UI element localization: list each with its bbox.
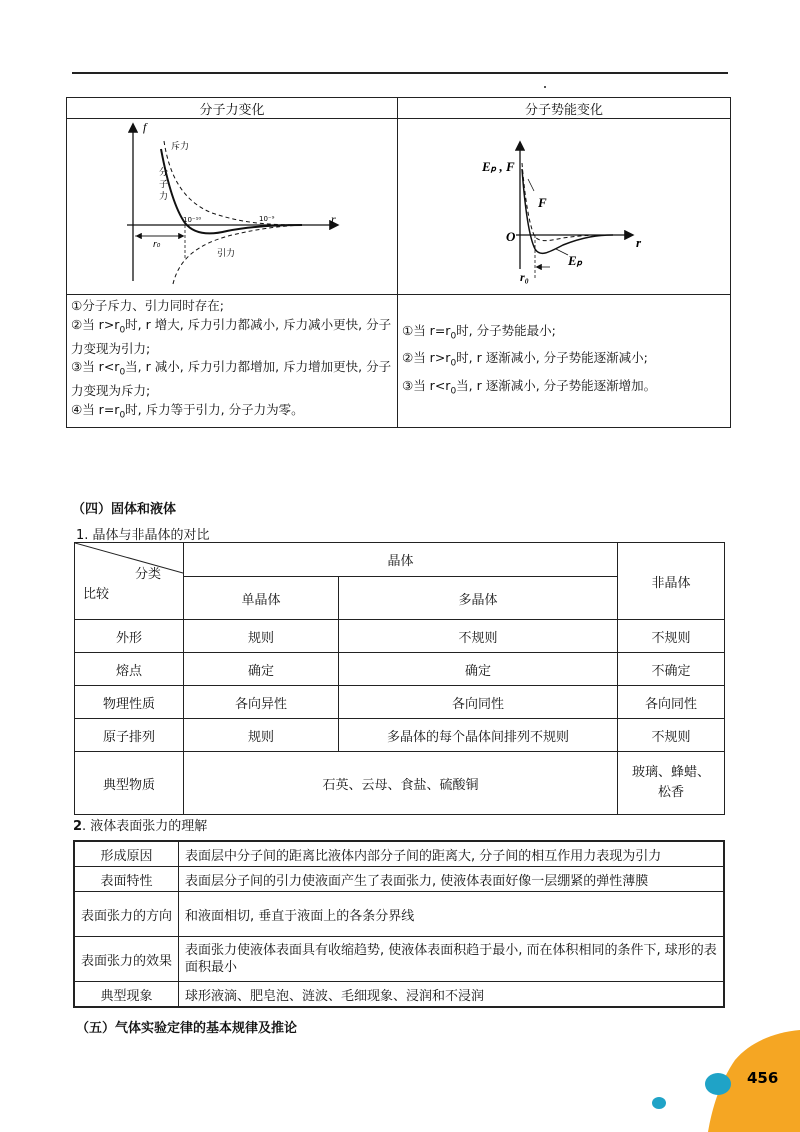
table-row bbox=[74, 937, 724, 982]
force-description bbox=[67, 295, 398, 428]
row-text: 表面层中分子间的距离比液体内部分子间的距离大, 分子间的相互作用力表现为引力 bbox=[179, 841, 725, 867]
table-row bbox=[74, 867, 724, 892]
r0-label-right: r₀ bbox=[520, 270, 529, 284]
cell-non: 各向同性 bbox=[618, 686, 725, 719]
cell-single: 规则 bbox=[184, 719, 339, 752]
force-line-2: ②当 $r>r_0$时, r 增大, 斥力引力都减小, 斥力减小更快, 分子力变现为引力; bbox=[71, 316, 392, 356]
force-graph-cell bbox=[67, 119, 398, 295]
crystal-header: 晶体 bbox=[184, 543, 618, 577]
net-force-label-3: 力 bbox=[159, 192, 169, 202]
noncrystal-header: 非晶体 bbox=[618, 543, 725, 620]
row-label: 典型现象 bbox=[74, 982, 179, 1008]
force-line-3: ③当 $r<r_0$当, r 减小, 斥力引力都增加, 斥力增加更快, 分子力变现为斥力; bbox=[71, 359, 392, 398]
row-label: 典型物质 bbox=[75, 752, 184, 815]
molecular-force-table bbox=[66, 97, 731, 428]
r0-label: r₀ bbox=[153, 240, 161, 250]
table-row bbox=[75, 752, 725, 815]
cell-non: 不确定 bbox=[618, 653, 725, 686]
F-curve bbox=[522, 163, 613, 241]
row-label: 表面特性 bbox=[74, 867, 179, 892]
cell-poly: 不规则 bbox=[339, 620, 618, 653]
Ep-curve bbox=[522, 169, 613, 253]
table-row bbox=[74, 892, 724, 937]
page-corner-decoration bbox=[690, 1030, 800, 1132]
cell-poly: 各向同性 bbox=[339, 686, 618, 719]
corner-compare: 比较 bbox=[83, 587, 110, 602]
small-bubble-dot bbox=[652, 1097, 666, 1109]
header-rule bbox=[72, 72, 728, 74]
attraction-curve bbox=[173, 225, 302, 284]
large-bubble bbox=[705, 1073, 731, 1095]
cell-poly: 确定 bbox=[339, 653, 618, 686]
Ep-label: Eₚ bbox=[568, 253, 583, 268]
f-axis-label: f bbox=[143, 120, 147, 134]
molecular-force-graph bbox=[67, 119, 397, 290]
row-label: 形成原因 bbox=[74, 841, 179, 867]
row-label: 物理性质 bbox=[75, 686, 184, 719]
cell-typical-non bbox=[618, 752, 725, 815]
energy-graph-cell bbox=[398, 119, 731, 295]
crystal-comparison-title: 1. 晶体与非晶体的对比 bbox=[76, 528, 210, 543]
energy-line-2: ②当 $r>r_0$时, r 逐渐减小, 分子势能逐渐减小; bbox=[402, 350, 648, 369]
tick-1e-10: 10⁻¹⁰ bbox=[183, 216, 202, 224]
header-dot bbox=[544, 86, 546, 88]
force-line-1: ①分子斥力、引力同时存在; bbox=[71, 298, 224, 313]
single-crystal-header: 单晶体 bbox=[184, 577, 339, 620]
r-axis-label: r bbox=[331, 212, 336, 226]
surface-tension-title: 2. 液体表面张力的理解 bbox=[73, 819, 208, 834]
net-force-label-1: 分 bbox=[159, 168, 169, 178]
energy-description bbox=[398, 295, 731, 428]
polycrystal-header: 多晶体 bbox=[339, 577, 618, 620]
cell-non: 不规则 bbox=[618, 620, 725, 653]
row-text: 和液面相切, 垂直于液面上的各条分界线 bbox=[179, 892, 725, 937]
attraction-label: 引力 bbox=[217, 249, 236, 259]
cell-non: 不规则 bbox=[618, 719, 725, 752]
potential-energy-graph bbox=[398, 119, 730, 290]
header-molecular-force: 分子力变化 bbox=[67, 98, 398, 119]
table-row bbox=[75, 620, 725, 653]
table-row bbox=[75, 653, 725, 686]
energy-line-1: ①当 $r=r_0$时, 分子势能最小; bbox=[402, 322, 556, 341]
cell-single: 各向异性 bbox=[184, 686, 339, 719]
typical-non-line-1: 玻璃、蜂蜡、 bbox=[631, 765, 710, 780]
row-label: 表面张力的方向 bbox=[74, 892, 179, 937]
force-line-4: ④当 $r=r_0$时, 斥力等于引力, 分子力为零。 bbox=[71, 401, 304, 420]
corner-category: 分类 bbox=[135, 567, 162, 582]
surface-tension-table bbox=[73, 840, 725, 1008]
row-label: 熔点 bbox=[75, 653, 184, 686]
cell-typical-crystal: 石英、云母、食盐、硫酸铜 bbox=[184, 752, 618, 815]
origin-label: O bbox=[506, 229, 516, 244]
F-label: F bbox=[538, 195, 547, 210]
typical-non-line-2: 松香 bbox=[657, 785, 684, 800]
row-label: 原子排列 bbox=[75, 719, 184, 752]
row-text: 球形液滴、肥皂泡、涟波、毛细现象、浸润和不浸润 bbox=[179, 982, 725, 1008]
table-row bbox=[74, 841, 724, 867]
table-row bbox=[75, 719, 725, 752]
cell-single: 确定 bbox=[184, 653, 339, 686]
energy-line-3: ③当 $r<r_0$当, r 逐渐减小, 分子势能逐渐增加。 bbox=[402, 377, 657, 396]
ep-axis-label: Eₚ , F bbox=[482, 159, 515, 174]
row-text: 表面张力使液体表面具有收缩趋势, 使液体表面积趋于最小, 而在体积相同的条件下, 球形的表面积最小 bbox=[179, 937, 725, 982]
page-number: 456 bbox=[747, 1069, 779, 1087]
table-row bbox=[74, 982, 724, 1008]
cell-poly: 多晶体的每个晶体间排列不规则 bbox=[339, 719, 618, 752]
net-force-label-2: 子 bbox=[159, 180, 169, 190]
cell-single: 规则 bbox=[184, 620, 339, 653]
repulsion-curve bbox=[164, 141, 302, 225]
corner-diagonal bbox=[75, 543, 183, 619]
table-row bbox=[75, 686, 725, 719]
section-4-title: （四）固体和液体 bbox=[72, 502, 177, 517]
row-text: 表面层分子间的引力使液面产生了表面张力, 使液体表面好像一层绷紧的弹性薄膜 bbox=[179, 867, 725, 892]
r-axis-label-right: r bbox=[636, 235, 642, 250]
tick-1e-9: 10⁻⁹ bbox=[259, 215, 275, 223]
corner-cell bbox=[75, 543, 184, 620]
row-label: 表面张力的效果 bbox=[74, 937, 179, 982]
header-potential-energy: 分子势能变化 bbox=[398, 98, 731, 119]
section-5-title: （五）气体实验定律的基本规律及推论 bbox=[76, 1021, 298, 1036]
repulsion-label: 斥力 bbox=[171, 142, 190, 152]
crystal-comparison-table bbox=[74, 542, 725, 815]
row-label: 外形 bbox=[75, 620, 184, 653]
